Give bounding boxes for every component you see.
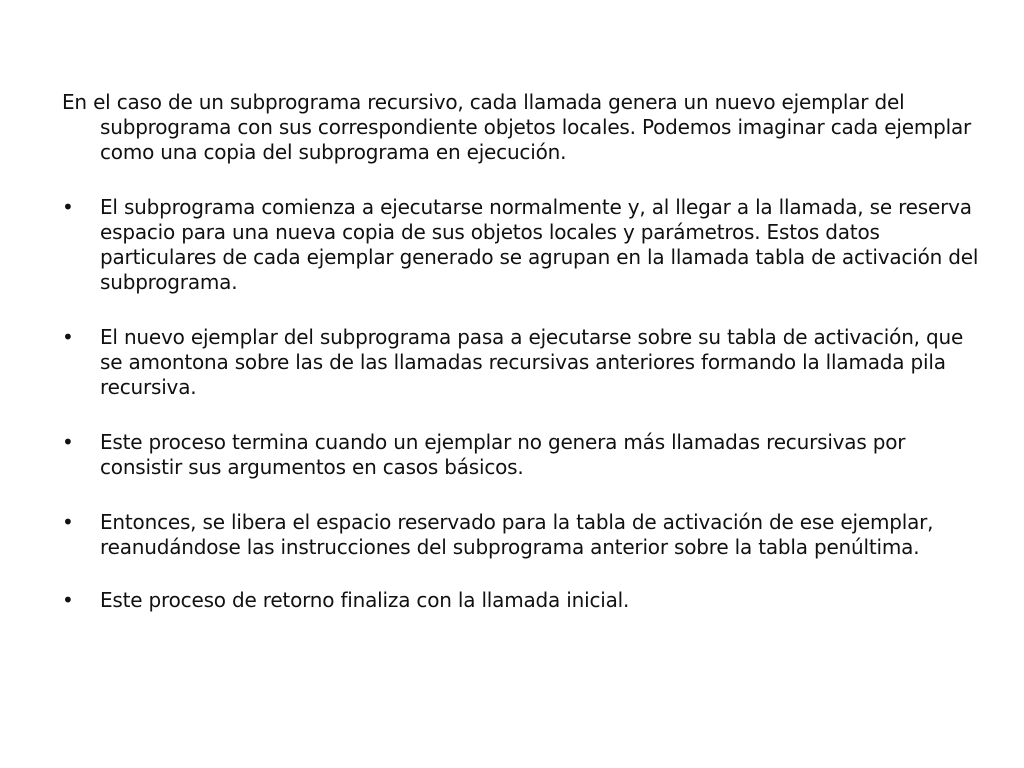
bullet-icon: • <box>62 430 74 454</box>
spacer <box>62 165 982 195</box>
bullet-text: Este proceso termina cuando un ejemplar no genera más llamadas recursivas por consistir sus argumentos en casos básicos. <box>100 430 906 479</box>
intro-paragraph: En el caso de un subprograma recursivo, cada llamada genera un nuevo ejemplar del subprograma con sus correspondiente objetos locales. Podemos imaginar cada ejemplar como una copia del subprograma en ejecución. <box>62 90 972 164</box>
spacer <box>62 480 982 510</box>
bullet-item-1 <box>62 195 982 295</box>
bullet-item-4 <box>62 510 982 560</box>
bullet-text: El subprograma comienza a ejecutarse normalmente y, al llegar a la llamada, se reserva espacio para una nueva copia de sus objetos locales y parámetros. Estos datos particulares de cada ejemplar generado se agrupan en la llamada tabla de activación del subprograma. <box>100 195 979 294</box>
bullet-icon: • <box>62 588 74 612</box>
bullet-item-5 <box>62 588 982 613</box>
bullet-text: El nuevo ejemplar del subprograma pasa a ejecutarse sobre su tabla de activación, que se amontona sobre las de las llamadas recursivas anteriores formando la llamada pila recursiva. <box>100 325 964 399</box>
bullet-item-2 <box>62 325 982 400</box>
bullet-text: Entonces, se libera el espacio reservado para la tabla de activación de ese ejemplar, reanudándose las instrucciones del subprograma anterior sobre la tabla penúltima. <box>100 510 934 559</box>
bullet-icon: • <box>62 325 74 349</box>
bullet-item-3 <box>62 430 982 480</box>
spacer <box>62 295 982 325</box>
bullet-text: Este proceso de retorno finaliza con la llamada inicial. <box>100 588 630 612</box>
spacer <box>62 560 982 588</box>
spacer <box>62 400 982 430</box>
slide-content <box>62 90 982 613</box>
bullet-icon: • <box>62 195 74 219</box>
bullet-icon: • <box>62 510 74 534</box>
